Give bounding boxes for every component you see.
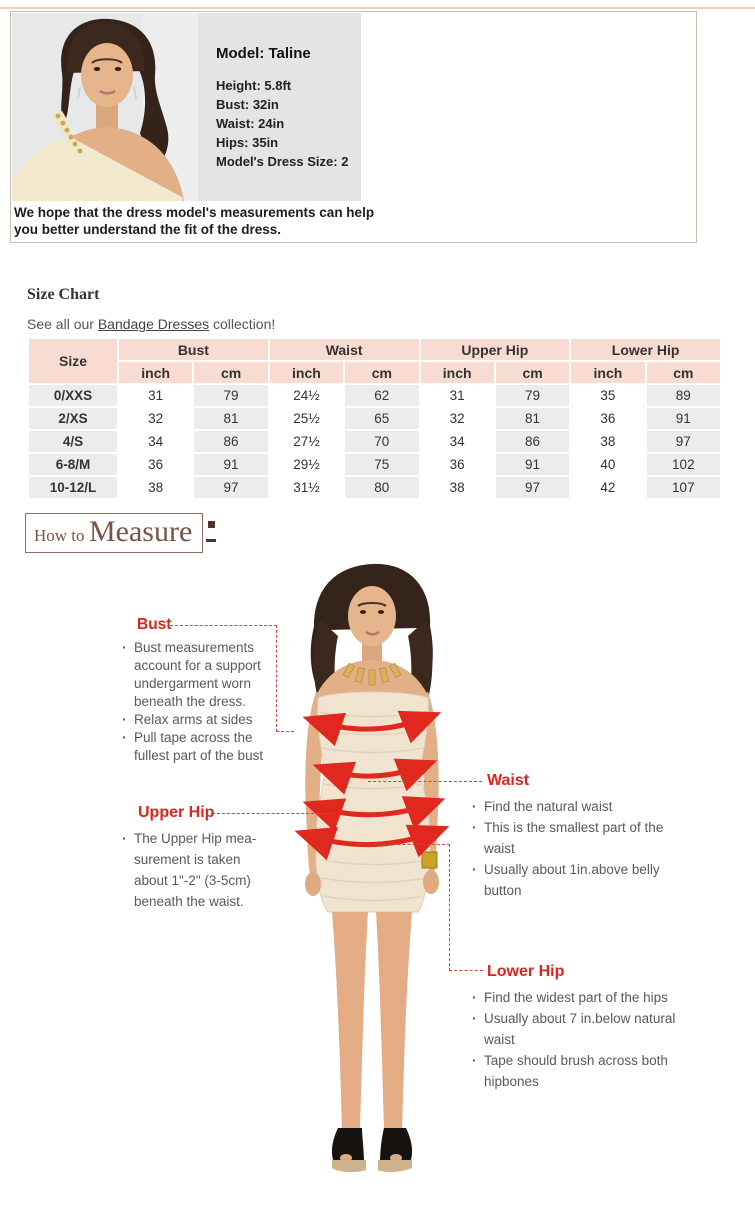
cell-value: 86 [194, 431, 267, 452]
cell-value: 36 [571, 408, 644, 429]
cell-value: 31 [119, 385, 192, 406]
col-header-bust: Bust [119, 339, 268, 360]
model-waist: Waist: 24in [216, 116, 285, 131]
upper-hip-annotation-list [122, 828, 272, 912]
cell-value: 42 [571, 477, 644, 498]
lower-hip-leader-line [449, 844, 450, 971]
cell-value: 81 [194, 408, 267, 429]
lower-hip-bullet: · Usually about 7 in.below natural waist [472, 1008, 677, 1050]
heading-square-ornament [208, 521, 215, 528]
table-row [29, 477, 720, 498]
cell-value: 36 [119, 454, 192, 475]
lower-hip-leader-line [449, 970, 483, 971]
upper-hip-leader-line [212, 813, 334, 814]
waist-leader-line [368, 781, 482, 782]
bandage-dresses-link[interactable]: Bandage Dresses [97, 316, 210, 332]
bust-bullet: · Pull tape across the fullest part of the bust [122, 729, 274, 765]
collection-line-suffix: collection! [209, 316, 276, 332]
bust-bullet: · Relax arms at sides [122, 711, 274, 729]
figure-gold-cuff [422, 852, 437, 868]
cell-value: 34 [421, 431, 494, 452]
cell-value: 34 [119, 431, 192, 452]
collection-line [27, 316, 275, 332]
model-name: Model: Taline [216, 45, 311, 62]
cell-value: 24½ [270, 385, 343, 406]
model-height: Height: 5.8ft [216, 78, 292, 93]
collection-line-prefix: See all our [27, 316, 98, 332]
cell-value: 38 [571, 431, 644, 452]
bust-bullet: · Bust measurements account for a support undergarment worn beneath the dress. [122, 639, 274, 711]
col-header-waist: Waist [270, 339, 419, 360]
waist-bullet: · Find the natural waist [472, 796, 677, 817]
cell-value: 36 [421, 454, 494, 475]
cell-value: 25½ [270, 408, 343, 429]
waist-annotation-title: Waist [487, 772, 530, 789]
bust-leader-line [276, 731, 294, 732]
cell-value: 91 [194, 454, 267, 475]
size-label: 0/XXS [29, 385, 117, 406]
unit-header-inch: inch [270, 362, 343, 383]
col-header-upper-hip: Upper Hip [421, 339, 570, 360]
cell-value: 80 [345, 477, 418, 498]
lower-hip-annotation-list [472, 987, 677, 1092]
unit-header-cm: cm [345, 362, 418, 383]
cell-value: 79 [496, 385, 569, 406]
cell-value: 86 [496, 431, 569, 452]
cell-value: 29½ [270, 454, 343, 475]
heading-measure: Measure [88, 515, 193, 548]
heading-dash-ornament [206, 539, 216, 542]
size-chart-heading: Size Chart [27, 286, 100, 303]
cell-value: 75 [345, 454, 418, 475]
size-label: 4/S [29, 431, 117, 452]
model-headshot-photo [12, 13, 198, 201]
cell-value: 38 [421, 477, 494, 498]
bust-annotation-title: Bust [137, 616, 172, 633]
unit-header-cm: cm [647, 362, 720, 383]
bust-leader-line [170, 625, 277, 626]
table-row [29, 408, 720, 429]
cell-value: 27½ [270, 431, 343, 452]
heading-how-to: How to [34, 526, 85, 545]
cell-value: 97 [647, 431, 720, 452]
waist-bullet: · Usually about 1in.above belly button [472, 859, 677, 901]
cell-value: 102 [647, 454, 720, 475]
model-caption: We hope that the dress model's measurements can help you better understand the fit of the dress. [14, 205, 375, 237]
cell-value: 40 [571, 454, 644, 475]
size-label: 10-12/L [29, 477, 117, 498]
waist-annotation-list [472, 796, 677, 901]
cell-value: 91 [496, 454, 569, 475]
unit-header-inch: inch [119, 362, 192, 383]
cell-value: 31½ [270, 477, 343, 498]
upper-hip-bullet: · The Upper Hip mea-surement is taken about 1"-2" (3-5cm) beneath the waist. [122, 828, 272, 912]
cell-value: 81 [496, 408, 569, 429]
size-label: 6-8/M [29, 454, 117, 475]
model-hips: Hips: 35in [216, 135, 279, 150]
lower-hip-bullet: · Find the widest part of the hips [472, 987, 677, 1008]
model-bust: Bust: 32in [216, 97, 279, 112]
lower-hip-annotation-title: Lower Hip [487, 963, 565, 980]
cell-value: 97 [496, 477, 569, 498]
cell-value: 65 [345, 408, 418, 429]
lower-hip-bullet: · Tape should brush across both hipbones [472, 1050, 677, 1092]
how-to-measure-heading [25, 513, 203, 553]
unit-header-cm: cm [194, 362, 267, 383]
size-chart-table [27, 337, 722, 500]
model-dress-size: Model's Dress Size: 2 [216, 154, 349, 169]
cell-value: 89 [647, 385, 720, 406]
cell-value: 32 [421, 408, 494, 429]
cell-value: 31 [421, 385, 494, 406]
cell-value: 70 [345, 431, 418, 452]
cell-value: 35 [571, 385, 644, 406]
unit-header-cm: cm [496, 362, 569, 383]
model-measurements-panel [198, 13, 361, 201]
col-header-lower-hip: Lower Hip [571, 339, 720, 360]
cell-value: 91 [647, 408, 720, 429]
upper-hip-annotation-title: Upper Hip [138, 804, 215, 821]
cell-value: 38 [119, 477, 192, 498]
cell-value: 79 [194, 385, 267, 406]
model-info-box [10, 11, 697, 243]
unit-header-inch: inch [571, 362, 644, 383]
top-divider [0, 7, 755, 9]
cell-value: 107 [647, 477, 720, 498]
cell-value: 32 [119, 408, 192, 429]
lower-hip-leader-line [358, 844, 450, 845]
table-row [29, 454, 720, 475]
cell-value: 62 [345, 385, 418, 406]
figure-legs [332, 912, 368, 1130]
bust-leader-line [276, 625, 277, 732]
size-label: 2/XS [29, 408, 117, 429]
unit-header-inch: inch [421, 362, 494, 383]
table-row [29, 385, 720, 406]
waist-bullet: · This is the smallest part of the waist [472, 817, 677, 859]
bust-annotation-list [122, 639, 274, 765]
col-header-size: Size [29, 339, 117, 383]
table-row [29, 431, 720, 452]
cell-value: 97 [194, 477, 267, 498]
measurement-model-figure [280, 560, 465, 1206]
